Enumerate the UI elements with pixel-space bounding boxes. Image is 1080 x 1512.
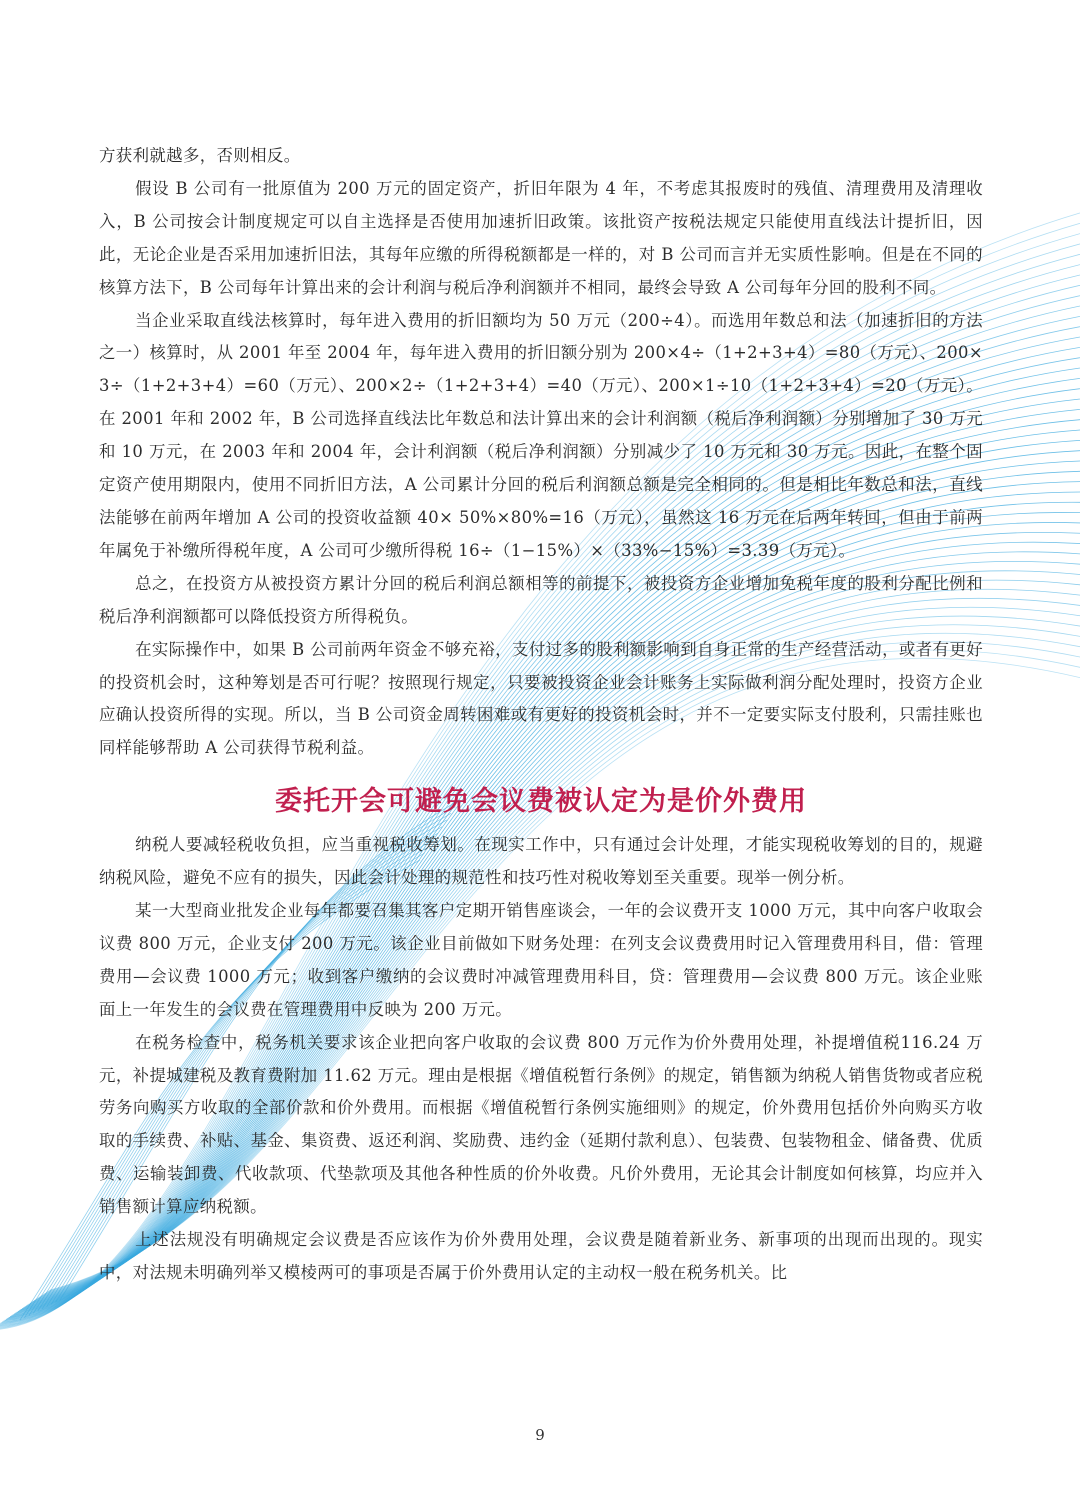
- section-title: 委托开会可避免会议费被认定为是价外费用: [275, 786, 807, 818]
- paragraph-practical-operation: 在实际操作中，如果 B 公司前两年资金不够充裕，支付过多的股利额影响到自身正常的生产经营活动，或者有更好的投资机会时，这种筹划是否可行呢？按照现行规定，只要被投资企业会计账务上实际做利润分配处理时，投资方企业应确认投资所得的实现。所以，当 B 公司资金周转困难或有更好的投资机会时，并不一定要实际支付股利，只需挂账也同样能够帮助 A 公司获得节税利益。: [99, 639, 983, 758]
- paragraph-regulation-gap: 上述法规没有明确规定会议费是否应该作为价外费用处理，会议费是随着新业务、新事项的出现而出现的。现实中，对法规未明确列举又模棱两可的事项是否属于价外费用认定的主动权一般在税务机关。比: [99, 1230, 983, 1282]
- paragraph-tax-planning-intro: 纳税人要减轻税收负担，应当重视税收筹划。在现实工作中，只有通过会计处理，才能实现税收筹划的目的，规避纳税风险，避免不应有的损失，因此会计处理的规范性和技巧性对税收筹划至关重要。现举一例分析。: [99, 835, 983, 888]
- page-content: [99, 140, 983, 1290]
- paragraph-summary: 总之，在投资方从被投资方累计分回的税后利润总额相等的前提下，被投资方企业增加免税年度的股利分配比例和税后净利润额都可以降低投资方所得税负。: [99, 573, 983, 626]
- page-number: 9: [535, 1426, 545, 1444]
- paragraph-tax-inspection: 在税务检查中，税务机关要求该企业把向客户收取的会议费 800 万元作为价外费用处理，补提增值税116.24 万元，补提城建税及教育费附加 11.62 万元。理由是根据《增值税暂行条例》的规定，销售额为纳税人销售货物或者应税劳务向购买方收取的全部价款和价外费用。而根据《增值税暂行条例实施细则》的规定，价外费用包括价外向购买方收取的手续费、补贴、基金、集资费、返还利润、奖励费、违约金（延期付款利息）、包装费、包装物租金、储备费、优质费、运输装卸费、代收款项、代垫款项及其他各种性质的价外收费。凡价外费用，无论其会计制度如何核算，均应并入销售额计算应纳税额。: [99, 1032, 983, 1217]
- paragraph-depreciation-calculation: 当企业采取直线法核算时，每年进入费用的折旧额均为 50 万元（200÷4）。而选用年数总和法（加速折旧的方法之一）核算时，从 2001 年至 2004 年，每年进入费用的折旧额分别为 200×4÷（1+2+3+4）=80（万元）、200×3÷（1+2+3+4）=60（万元）、200×2÷（1+2+3+4）=40（万元）、200×1÷10（1+2+3+4）=20（万元）。在 2001 年和 2002 年，B 公司选择直线法比年数总和法计算出来的会计利润额（税后净利润额）分别增加了 30 万元和 10 万元，在 2003 年和 2004 年，会计利润额（税后净利润额）分别减少了 10 万元和 30 万元。因此，在整个固定资产使用期限内，使用不同折旧方法，A 公司累计分回的税后利润额总额是完全相同的。但是相比年数总和法，直线法能够在前两年增加 A 公司的投资收益额 40× 50%×80%=16（万元），虽然这 16 万元在后两年转回，但由于前两年属免于补缴所得税年度，A 公司可少缴所得税 16÷（1−15%）×（33%−15%）=3.39（万元）。: [99, 310, 983, 560]
- paragraph-continuation: 方获利就越多，否则相反。: [99, 146, 301, 165]
- paragraph-meeting-fee-case: 某一大型商业批发企业每年都要召集其客户定期开销售座谈会，一年的会议费开支 1000 万元，其中向客户收取会议费 800 万元，企业支付 200 万元。该企业目前做如下财务处理：在列支会议费费用时记入管理费用科目，借：管理费用—会议费 1000 万元；收到客户缴纳的会议费时冲减管理费用科目，贷：管理费用—会议费 800 万元。该企业账面上一年发生的会议费在管理费用中反映为 200 万元。: [99, 901, 983, 1019]
- paragraph-asset-example: 假设 B 公司有一批原值为 200 万元的固定资产，折旧年限为 4 年，不考虑其报废时的残值、清理费用及清理收入，B 公司按会计制度规定可以自主选择是否使用加速折旧政策。该批资产按税法规定只能使用直线法计提折旧，因此，无论企业是否采用加速折旧法，其每年应缴的所得税额都是一样的，对 B 公司而言并无实质性影响。但是在不同的核算方法下，B 公司每年计算出来的会计利润与税后净利润额并不相同，最终会导致 A 公司每年分回的股利不同。: [99, 178, 983, 297]
